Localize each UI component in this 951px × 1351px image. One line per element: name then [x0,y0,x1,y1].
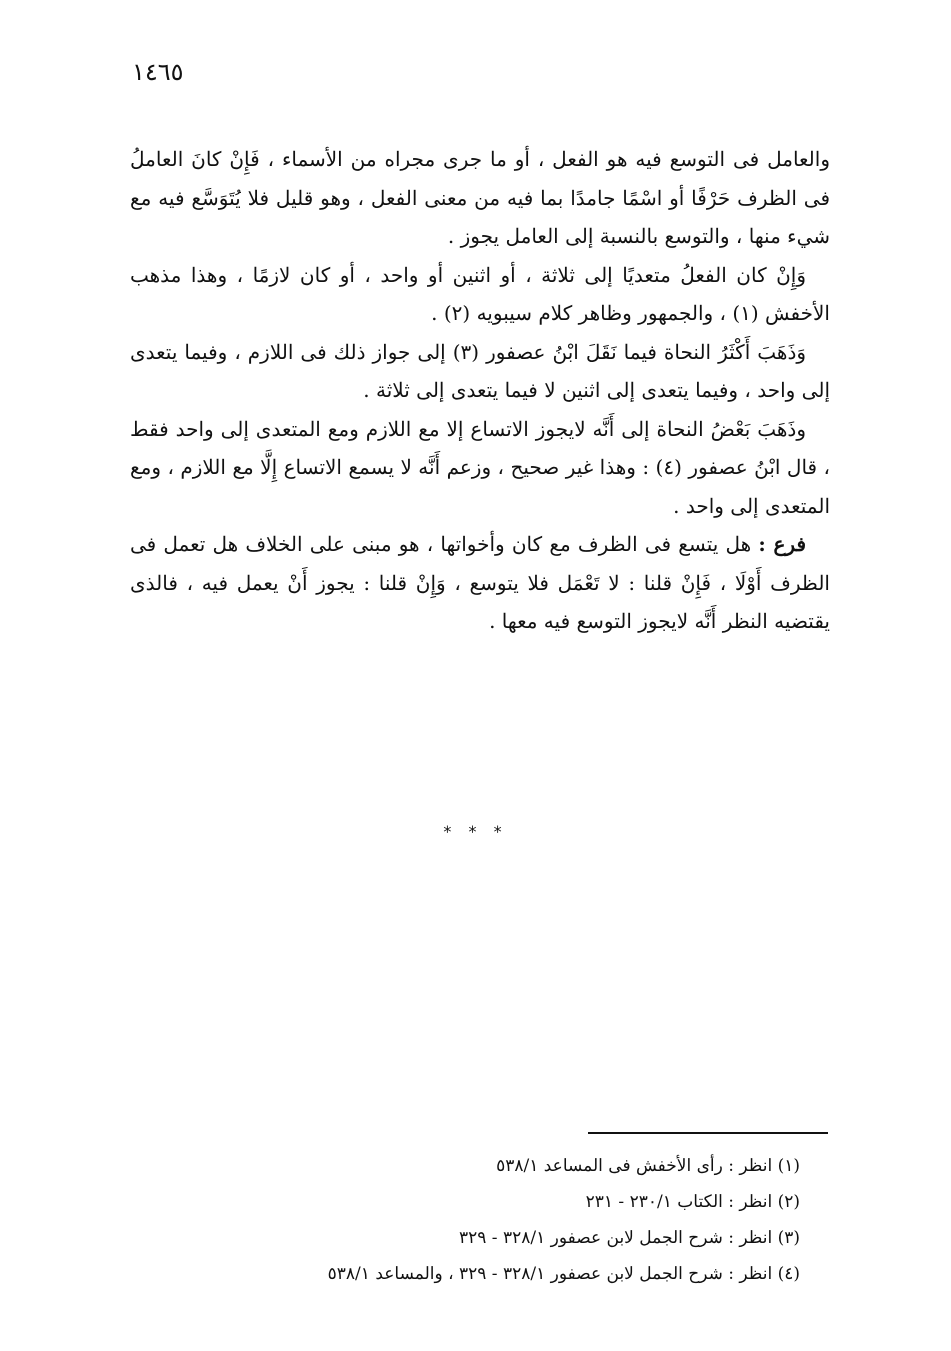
main-text [130,140,830,641]
paragraph-1: والعامل فى التوسع فيه هو الفعل ، أو ما جرى مجراه من الأسماء ، فَإِنْ كانَ العاملُ فى الظرف حَرْفًا أو اسْمًا جامدًا بما فيه من معنى الفعل ، وهو قليل فلا يُتَوَسَّع فيه مع شيء منها ، والتوسع بالنسبة إلى العامل يجوز . [130,147,831,248]
paragraph-4: وذَهَبَ بَعْضُ النحاة إلى أَنَّه لايجوز الاتساع إلا مع اللازم ومع المتعدى إلى واحد فقط ، قال ابْنُ عصفور (٤) : وهذا غير صحيح ، وزعم أَنَّه لا يسمع الاتساع إِلَّا مع اللازم ، ومع المتعدى إلى واحد . [130,416,830,518]
footnote-4: (٤) انظر : شرح الجمل لابن عصفور ٣٢٨/١ - ٣٢٩ ، والمساعد ٥٣٨/١ [327,1264,800,1284]
footnote-2: (٢) انظر : الكتاب ٢٣٠/١ - ٢٣١ [585,1192,800,1212]
footnotes [200,1148,800,1292]
footnote-3: (٣) انظر : شرح الجمل لابن عصفور ٣٢٨/١ - ٣٢٩ [458,1228,800,1248]
paragraph-5 [130,525,830,641]
footnote-1: (١) انظر : رأى الأخفش فى المساعد ٥٣٨/١ [496,1156,800,1176]
footnote-divider [588,1132,828,1134]
paragraph-2: وَإِنْ كان الفعلُ متعديًا إلى ثلاثة ، أو اثنين أو واحد ، أو كان لازمًا ، وهذا مذهب الأخفش (١) ، والجمهور وظاهر كلام سيبويه (٢) . [130,262,830,325]
paragraph-5-text: هل يتسع فى الظرف مع كان وأخواتها ، هو مبنى على الخلاف هل تعمل فى الظرف أَوْلَا ، فَإِنْ قلنا : لا تَعْمَل فلا يتوسع ، وَإِنْ قلنا : يجوز أَنْ يعمل فيه ، فالذى يقتضيه النظر أَنَّه لايجوز التوسع فيه معها . [130,532,830,633]
subsection-label: فرع : [758,532,807,556]
page-number: ١٤٦٥ [132,58,184,86]
section-separator: * * * [443,822,508,841]
paragraph-3: وَذَهَبَ أَكْثَرُ النحاة فيما نَقَلَ ابْنُ عصفور (٣) إلى جواز ذلك فى اللازم ، وفيما يتعدى إلى واحد ، وفيما يتعدى إلى اثنين لا فيما يتعدى إلى ثلاثة . [130,339,830,402]
